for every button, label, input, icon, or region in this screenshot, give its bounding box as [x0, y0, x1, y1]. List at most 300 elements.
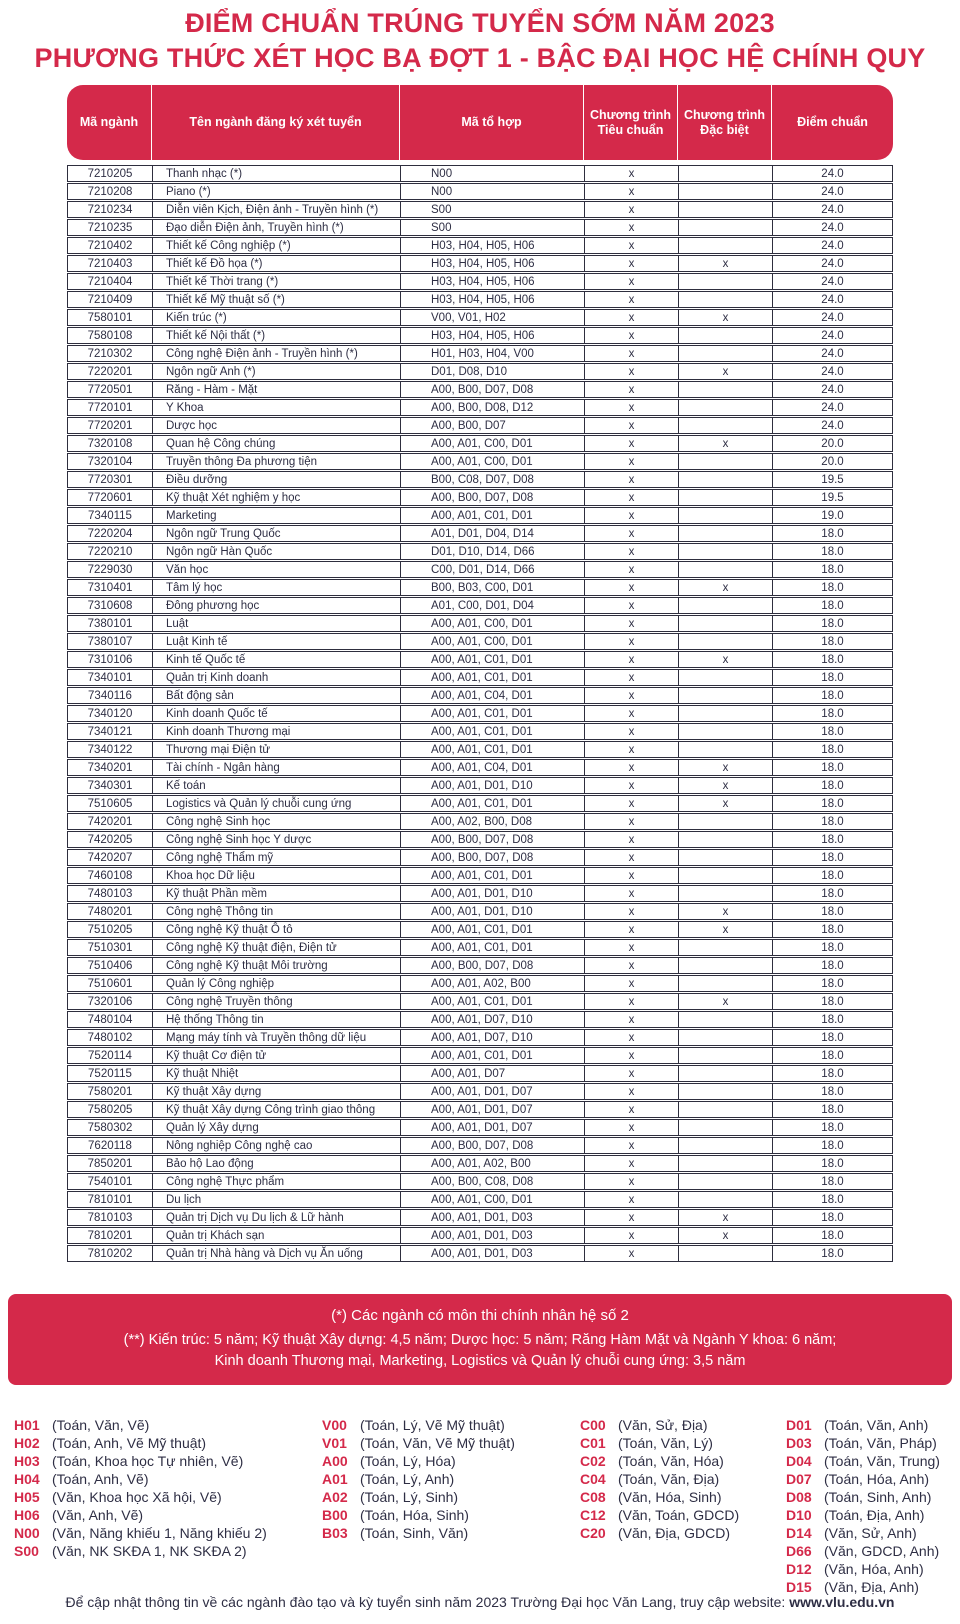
table-row — [67, 723, 893, 740]
cell-major-code: 7540101 — [68, 1174, 153, 1189]
table-row — [67, 1047, 893, 1064]
legend-column-1 — [14, 1416, 322, 1596]
cell-score: 18.0 — [821, 797, 844, 810]
cell-major-name: Quản lý Công nghiệp — [153, 976, 401, 991]
table-row — [67, 957, 893, 974]
cell-score: 20.0 — [821, 455, 844, 468]
legend-description: (Văn, Anh, Vẽ) — [52, 1507, 144, 1523]
cell-score: 24.0 — [821, 257, 844, 270]
cell-standard-program-mark: x — [585, 868, 679, 883]
legend-description: (Toán, Văn, Hóa) — [618, 1453, 724, 1469]
cell-major-code: 7480201 — [68, 904, 153, 919]
cell-score: 24.0 — [821, 221, 844, 234]
cell-major-code: 7220201 — [68, 364, 153, 379]
cell-major-code: 7720301 — [68, 472, 153, 487]
table-row — [67, 489, 893, 506]
legend-item — [14, 1470, 322, 1488]
table-row — [67, 885, 893, 902]
cell-major-code: 7340120 — [68, 706, 153, 721]
legend-description: (Toán, Văn, Vẽ) — [52, 1417, 150, 1433]
cell-standard-program-mark: x — [585, 562, 679, 577]
cell-combo-codes: A00, A01, C04, D01 — [401, 760, 585, 775]
legend-item — [14, 1542, 322, 1560]
cell-combo-codes: S00 — [401, 202, 585, 217]
cell-major-name: Thanh nhạc (*) — [153, 166, 401, 181]
table-row — [67, 1137, 893, 1154]
cell-standard-program-mark: x — [585, 994, 679, 1009]
cell-major-name: Thương mại Điện tử — [153, 742, 401, 757]
cell-major-name: Luật Kinh tế — [153, 634, 401, 649]
cell-major-name: Tâm lý học — [153, 580, 401, 595]
column-header-label: Mã ngành — [79, 115, 139, 129]
cell-score: 19.5 — [821, 473, 844, 486]
cell-standard-program-mark: x — [585, 1084, 679, 1099]
table-row — [67, 525, 893, 542]
legend-item — [786, 1506, 956, 1524]
legend-code: H05 — [14, 1489, 40, 1505]
cell-combo-codes: A00, A01, C01, D01 — [401, 742, 585, 757]
cell-major-name: Công nghệ Sinh học — [153, 814, 401, 829]
cell-major-name: Kinh doanh Quốc tế — [153, 706, 401, 721]
cell-score: 24.0 — [821, 383, 844, 396]
table-row — [67, 705, 893, 722]
cell-score: 24.0 — [821, 347, 844, 360]
table-row — [67, 867, 893, 884]
cell-combo-codes: A00, A01, C01, D01 — [401, 994, 585, 1009]
legend-code: V01 — [322, 1435, 347, 1451]
cell-combo-codes: A00, A01, C01, D01 — [401, 724, 585, 739]
legend-code: A00 — [322, 1453, 348, 1469]
cell-score: 18.0 — [821, 527, 844, 540]
legend-description: (Toán, Hóa, Sinh) — [360, 1507, 469, 1523]
cell-major-name: Công nghệ Sinh học Y dược — [153, 832, 401, 847]
cell-special-program-mark — [679, 508, 773, 523]
cell-standard-program-mark: x — [585, 922, 679, 937]
legend-code: C01 — [580, 1435, 606, 1451]
cell-score: 18.0 — [821, 743, 844, 756]
cell-standard-program-mark: x — [585, 292, 679, 307]
cell-major-name: Quản trị Dịch vụ Du lịch & Lữ hành — [153, 1210, 401, 1225]
cell-major-code: 7810103 — [68, 1210, 153, 1225]
table-row — [67, 993, 893, 1010]
cell-special-program-mark — [679, 976, 773, 991]
legend-item — [14, 1452, 322, 1470]
table-row — [67, 201, 893, 218]
cell-standard-program-mark: x — [585, 418, 679, 433]
cell-major-name: Quản trị Nhà hàng và Dịch vụ Ăn uống — [153, 1246, 401, 1261]
cell-score: 18.0 — [821, 1049, 844, 1062]
cell-major-code: 7460108 — [68, 868, 153, 883]
cell-major-code: 7340201 — [68, 760, 153, 775]
cell-score: 18.0 — [821, 1247, 844, 1260]
cell-combo-codes: A00, A01, D01, D03 — [401, 1228, 585, 1243]
cell-major-name: Dược học — [153, 418, 401, 433]
cell-major-code: 7210234 — [68, 202, 153, 217]
cell-score: 18.0 — [821, 959, 844, 972]
legend-code: H02 — [14, 1435, 40, 1451]
column-header-label: Mã tổ hợp — [461, 115, 522, 129]
cell-major-code: 7810201 — [68, 1228, 153, 1243]
table-row — [67, 615, 893, 632]
cell-score: 18.0 — [821, 815, 844, 828]
cell-score: 18.0 — [821, 1067, 844, 1080]
legend-code: D04 — [786, 1453, 812, 1469]
cell-score: 18.0 — [821, 761, 844, 774]
legend-description: (Văn, NK SKĐA 1, NK SKĐA 2) — [52, 1543, 247, 1559]
legend-item — [322, 1488, 580, 1506]
cell-major-code: 7340121 — [68, 724, 153, 739]
cell-standard-program-mark: x — [585, 670, 679, 685]
cell-score: 18.0 — [821, 1211, 844, 1224]
cell-score: 19.5 — [821, 491, 844, 504]
cell-special-program-mark — [679, 1102, 773, 1117]
cell-major-name: Văn học — [153, 562, 401, 577]
cell-standard-program-mark: x — [585, 634, 679, 649]
table-row — [67, 543, 893, 560]
website-url: www.vlu.edu.vn — [789, 1594, 895, 1610]
cell-major-code: 7210403 — [68, 256, 153, 271]
cell-major-code: 7210302 — [68, 346, 153, 361]
note-line3: Kinh doanh Thương mại, Marketing, Logistics và Quản lý chuỗi cung ứng: 3,5 năm — [214, 1353, 746, 1369]
legend-code: D08 — [786, 1489, 812, 1505]
cell-major-name: Kiến trúc (*) — [153, 310, 401, 325]
legend-description: (Văn, GDCD, Anh) — [824, 1543, 940, 1559]
cell-standard-program-mark: x — [585, 832, 679, 847]
cell-combo-codes: A00, A01, D07 — [401, 1066, 585, 1081]
table-row — [67, 1191, 893, 1208]
cell-special-program-mark — [679, 328, 773, 343]
table-row — [67, 975, 893, 992]
column-header-special-program — [678, 85, 772, 160]
legend-description: (Toán, Địa, Anh) — [824, 1507, 925, 1523]
table-row — [67, 453, 893, 470]
cell-score: 18.0 — [821, 851, 844, 864]
cell-major-name: Tài chính - Ngân hàng — [153, 760, 401, 775]
legend-description: (Văn, Năng khiếu 1, Năng khiếu 2) — [52, 1525, 267, 1541]
legend-description: (Toán, Lý, Vẽ Mỹ thuật) — [360, 1417, 505, 1433]
cell-standard-program-mark: x — [585, 184, 679, 199]
cell-standard-program-mark: x — [585, 616, 679, 631]
legend-description: (Toán, Văn, Vẽ Mỹ thuật) — [360, 1435, 515, 1451]
cell-combo-codes: H03, H04, H05, H06 — [401, 256, 585, 271]
legend-code: D07 — [786, 1471, 812, 1487]
cell-standard-program-mark: x — [585, 1030, 679, 1045]
cell-combo-codes: H03, H04, H05, H06 — [401, 238, 585, 253]
cell-major-code: 7320108 — [68, 436, 153, 451]
table-row — [67, 849, 893, 866]
cell-combo-codes: B00, C08, D07, D08 — [401, 472, 585, 487]
cell-major-name: Marketing — [153, 508, 401, 523]
cell-special-program-mark — [679, 1012, 773, 1027]
cell-combo-codes: A00, A01, C01, D01 — [401, 1048, 585, 1063]
legend-code: H01 — [14, 1417, 40, 1433]
cell-score: 18.0 — [821, 869, 844, 882]
cell-special-program-mark: x — [679, 310, 773, 325]
cell-major-code: 7620118 — [68, 1138, 153, 1153]
legend-description: (Toán, Sinh, Anh) — [824, 1489, 932, 1505]
cell-major-code: 7340115 — [68, 508, 153, 523]
notes-box — [8, 1294, 952, 1385]
cell-major-name: Quản lý Xây dựng — [153, 1120, 401, 1135]
cell-major-name: Thiết kế Công nghiệp (*) — [153, 238, 401, 253]
cell-standard-program-mark: x — [585, 976, 679, 991]
cell-combo-codes: S00 — [401, 220, 585, 235]
cell-special-program-mark — [679, 616, 773, 631]
cell-major-code: 7580101 — [68, 310, 153, 325]
cell-score: 24.0 — [821, 275, 844, 288]
cell-major-name: Diễn viên Kịch, Điện ảnh - Truyền hình (*) — [153, 202, 401, 217]
legend-item — [786, 1524, 956, 1542]
cell-score: 18.0 — [821, 977, 844, 990]
cell-combo-codes: A01, C00, D01, D04 — [401, 598, 585, 613]
table-row — [67, 417, 893, 434]
cell-major-name: Bảo hộ Lao động — [153, 1156, 401, 1171]
cell-standard-program-mark: x — [585, 904, 679, 919]
cell-standard-program-mark: x — [585, 598, 679, 613]
cell-special-program-mark — [679, 1030, 773, 1045]
legend-item — [580, 1434, 786, 1452]
cell-score: 24.0 — [821, 329, 844, 342]
cell-combo-codes: A00, A02, B00, D08 — [401, 814, 585, 829]
cell-major-name: Luật — [153, 616, 401, 631]
cell-standard-program-mark: x — [585, 490, 679, 505]
cell-standard-program-mark: x — [585, 1048, 679, 1063]
table-row — [67, 1209, 893, 1226]
table-row — [67, 399, 893, 416]
cell-score: 24.0 — [821, 293, 844, 306]
table-row — [67, 795, 893, 812]
table-row — [67, 687, 893, 704]
cell-combo-codes: V00, V01, H02 — [401, 310, 585, 325]
legend-item — [580, 1452, 786, 1470]
legend-item — [322, 1434, 580, 1452]
table-row — [67, 183, 893, 200]
cell-special-program-mark — [679, 220, 773, 235]
cell-major-name: Răng - Hàm - Mặt — [153, 382, 401, 397]
cell-special-program-mark: x — [679, 796, 773, 811]
cell-score: 18.0 — [821, 689, 844, 702]
cell-combo-codes: A00, A01, C00, D01 — [401, 454, 585, 469]
cell-combo-codes: A00, B00, D07, D08 — [401, 1138, 585, 1153]
cell-score: 24.0 — [821, 167, 844, 180]
cell-standard-program-mark: x — [585, 454, 679, 469]
table-row — [67, 921, 893, 938]
cell-standard-program-mark: x — [585, 1210, 679, 1225]
cell-standard-program-mark: x — [585, 1120, 679, 1135]
cell-score: 24.0 — [821, 365, 844, 378]
legend-code: H04 — [14, 1471, 40, 1487]
cell-combo-codes: A00, A01, C00, D01 — [401, 634, 585, 649]
cell-standard-program-mark: x — [585, 886, 679, 901]
legend-code: C00 — [580, 1417, 606, 1433]
cell-standard-program-mark: x — [585, 580, 679, 595]
cell-major-name: Công nghệ Kỹ thuật Ô tô — [153, 922, 401, 937]
cell-score: 18.0 — [821, 887, 844, 900]
cell-major-name: Công nghệ Kỹ thuật Môi trường — [153, 958, 401, 973]
cell-standard-program-mark: x — [585, 652, 679, 667]
table-row — [67, 507, 893, 524]
cell-major-code: 7520115 — [68, 1066, 153, 1081]
cell-major-code: 7510301 — [68, 940, 153, 955]
cell-standard-program-mark: x — [585, 760, 679, 775]
legend-code: B00 — [322, 1507, 348, 1523]
cell-special-program-mark — [679, 382, 773, 397]
cell-major-name: Ngôn ngữ Trung Quốc — [153, 526, 401, 541]
cell-major-name: Nông nghiệp Công nghệ cao — [153, 1138, 401, 1153]
cell-special-program-mark — [679, 346, 773, 361]
cell-score: 18.0 — [821, 941, 844, 954]
cell-combo-codes: A00, B00, D08, D12 — [401, 400, 585, 415]
table-row — [67, 759, 893, 776]
cell-major-name: Kỹ thuật Nhiệt — [153, 1066, 401, 1081]
cell-score: 18.0 — [821, 1103, 844, 1116]
cell-score: 18.0 — [821, 1193, 844, 1206]
cell-score: 18.0 — [821, 581, 844, 594]
cell-major-code: 7520114 — [68, 1048, 153, 1063]
table-row — [67, 1065, 893, 1082]
table-row — [67, 363, 893, 380]
table-row — [67, 579, 893, 596]
legend-item — [580, 1470, 786, 1488]
cell-standard-program-mark: x — [585, 526, 679, 541]
legend-description: (Toán, Văn, Anh) — [824, 1417, 929, 1433]
cell-major-code: 7229030 — [68, 562, 153, 577]
cell-major-name: Công nghệ Thực phẩm — [153, 1174, 401, 1189]
cell-combo-codes: A00, A01, D01, D10 — [401, 904, 585, 919]
cell-special-program-mark: x — [679, 1228, 773, 1243]
cell-standard-program-mark: x — [585, 1246, 679, 1261]
cell-special-program-mark — [679, 1192, 773, 1207]
legend-description: (Văn, Khoa học Xã hội, Vẽ) — [52, 1489, 222, 1505]
cell-score: 18.0 — [821, 833, 844, 846]
cell-major-name: Kỹ thuật Xây dựng — [153, 1084, 401, 1099]
cell-special-program-mark — [679, 1138, 773, 1153]
cell-combo-codes: A00, A01, C01, D01 — [401, 652, 585, 667]
column-header-label: Tiêu chuẩn — [597, 122, 664, 137]
cell-standard-program-mark: x — [585, 706, 679, 721]
cell-standard-program-mark: x — [585, 1012, 679, 1027]
cell-score: 18.0 — [821, 653, 844, 666]
cell-standard-program-mark: x — [585, 364, 679, 379]
cell-combo-codes: A00, A01, C01, D01 — [401, 796, 585, 811]
table-row — [67, 1083, 893, 1100]
legend-item — [322, 1470, 580, 1488]
cell-special-program-mark — [679, 400, 773, 415]
cell-standard-program-mark: x — [585, 1138, 679, 1153]
table-body — [67, 165, 893, 1263]
legend-description: (Toán, Văn, Pháp) — [824, 1435, 937, 1451]
cell-special-program-mark — [679, 634, 773, 649]
cell-combo-codes: A00, B00, C08, D08 — [401, 1174, 585, 1189]
cell-combo-codes: A00, B00, D07, D08 — [401, 850, 585, 865]
table-row — [67, 309, 893, 326]
cell-special-program-mark — [679, 940, 773, 955]
cell-special-program-mark — [679, 1156, 773, 1171]
cell-combo-codes: A00, A01, C01, D01 — [401, 508, 585, 523]
page-title-line2: PHƯƠNG THỨC XÉT HỌC BẠ ĐỢT 1 - BẬC ĐẠI HỌC HỆ CHÍNH QUY — [34, 43, 926, 73]
legend-description: (Văn, Hóa, Anh) — [824, 1561, 924, 1577]
cell-special-program-mark: x — [679, 904, 773, 919]
cell-combo-codes: H03, H04, H05, H06 — [401, 274, 585, 289]
legend-description: (Văn, Địa, GDCD) — [618, 1525, 731, 1541]
cell-score: 18.0 — [821, 905, 844, 918]
cell-combo-codes: A00, A01, C04, D01 — [401, 688, 585, 703]
cell-standard-program-mark: x — [585, 220, 679, 235]
legend-description: (Văn, Hóa, Sinh) — [618, 1489, 722, 1505]
cell-major-code: 7320106 — [68, 994, 153, 1009]
legend-description: (Toán, Văn, Trung) — [824, 1453, 940, 1469]
cell-major-code: 7220204 — [68, 526, 153, 541]
table-row — [67, 813, 893, 830]
legend-item — [786, 1452, 956, 1470]
cell-special-program-mark — [679, 562, 773, 577]
cell-major-code: 7340101 — [68, 670, 153, 685]
cell-combo-codes: H03, H04, H05, H06 — [401, 292, 585, 307]
cell-combo-codes: C00, D01, D14, D66 — [401, 562, 585, 577]
cell-special-program-mark — [679, 742, 773, 757]
cell-standard-program-mark: x — [585, 1156, 679, 1171]
cell-special-program-mark — [679, 1120, 773, 1135]
cell-score: 18.0 — [821, 923, 844, 936]
cell-combo-codes: A00, A01, C01, D01 — [401, 670, 585, 685]
legend-item — [786, 1560, 956, 1578]
cell-combo-codes: A00, A01, D01, D07 — [401, 1084, 585, 1099]
cell-major-name: Kinh doanh Thương mại — [153, 724, 401, 739]
table-row — [67, 1245, 893, 1262]
cell-major-code: 7210409 — [68, 292, 153, 307]
cell-major-code: 7340116 — [68, 688, 153, 703]
table-row — [67, 219, 893, 236]
cell-special-program-mark — [679, 166, 773, 181]
cell-combo-codes: H01, H03, H04, V00 — [401, 346, 585, 361]
cell-major-name: Thiết kế Thời trang (*) — [153, 274, 401, 289]
table-row — [67, 633, 893, 650]
cell-major-code: 7510406 — [68, 958, 153, 973]
table-row — [67, 741, 893, 758]
legend-code: C02 — [580, 1453, 606, 1469]
legend-code: D03 — [786, 1435, 812, 1451]
cell-major-code: 7210402 — [68, 238, 153, 253]
legend-code: H03 — [14, 1453, 40, 1469]
cell-special-program-mark: x — [679, 760, 773, 775]
cell-combo-codes: A00, A01, A02, B00 — [401, 976, 585, 991]
table-row — [67, 1029, 893, 1046]
cell-combo-codes: A00, A01, C01, D01 — [401, 922, 585, 937]
cell-major-name: Công nghệ Thẩm mỹ — [153, 850, 401, 865]
cell-score: 18.0 — [821, 1121, 844, 1134]
cell-special-program-mark — [679, 958, 773, 973]
legend-item — [322, 1416, 580, 1434]
cell-special-program-mark — [679, 490, 773, 505]
cell-special-program-mark — [679, 454, 773, 469]
column-header-major-name — [152, 85, 400, 160]
cell-major-code: 7420201 — [68, 814, 153, 829]
cell-major-name: Quản trị Khách sạn — [153, 1228, 401, 1243]
cell-major-name: Bất động sản — [153, 688, 401, 703]
cell-special-program-mark: x — [679, 436, 773, 451]
table-row — [67, 273, 893, 290]
cell-combo-codes: A00, A01, D01, D03 — [401, 1210, 585, 1225]
cell-score: 18.0 — [821, 1157, 844, 1170]
table-row — [67, 597, 893, 614]
legend-description: (Toán, Văn, Địa) — [618, 1471, 720, 1487]
legend-item — [322, 1506, 580, 1524]
legend-description: (Toán, Sinh, Văn) — [360, 1525, 469, 1541]
table-row — [67, 435, 893, 452]
cell-major-code: 7480104 — [68, 1012, 153, 1027]
cell-major-code: 7340122 — [68, 742, 153, 757]
cell-standard-program-mark: x — [585, 850, 679, 865]
